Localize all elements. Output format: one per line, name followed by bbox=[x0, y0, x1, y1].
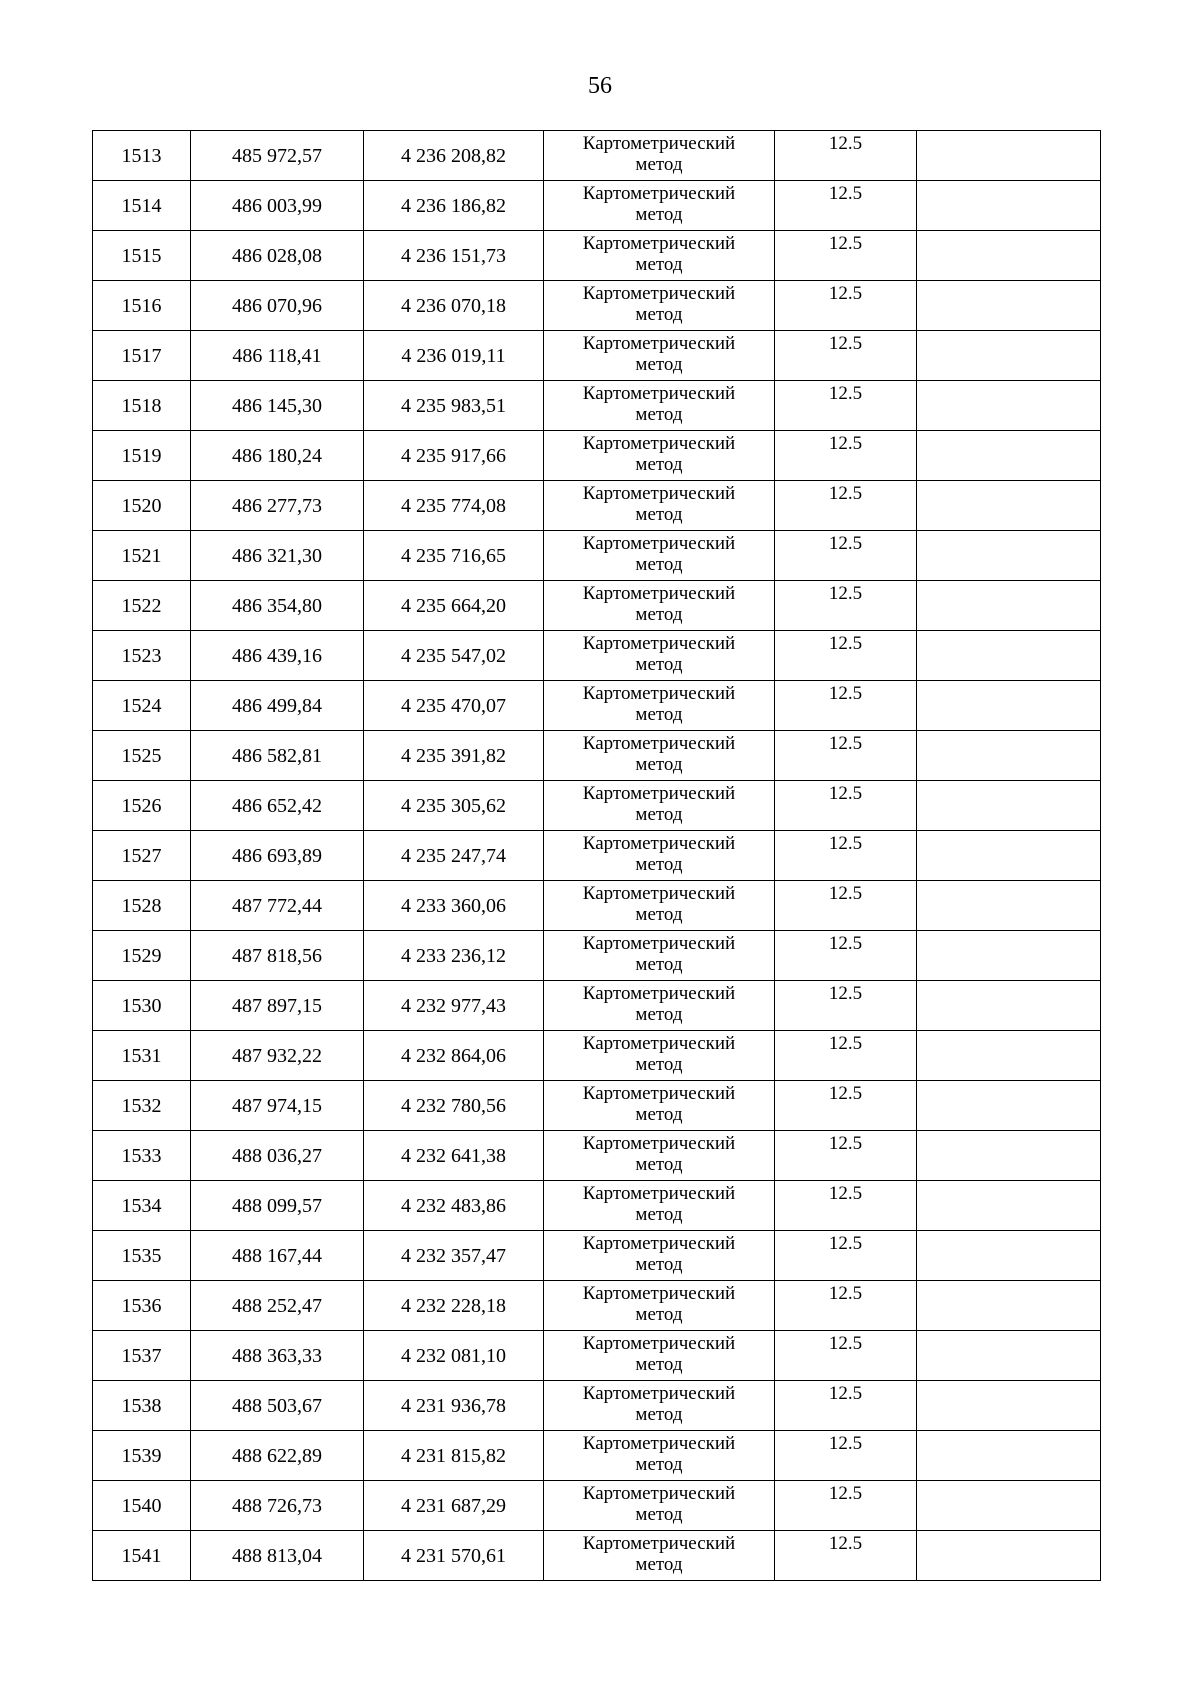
x-coordinate-cell: 486 439,16 bbox=[191, 631, 364, 681]
y-coordinate-cell: 4 232 081,10 bbox=[364, 1331, 544, 1381]
method-cell bbox=[544, 781, 775, 831]
method-cell bbox=[544, 1231, 775, 1281]
method-cell bbox=[544, 631, 775, 681]
y-coordinate-cell: 4 235 664,20 bbox=[364, 581, 544, 631]
x-coordinate-cell: 486 145,30 bbox=[191, 381, 364, 431]
method-line-1: Картометрический bbox=[582, 783, 736, 804]
accuracy-cell: 12.5 bbox=[775, 1381, 917, 1431]
accuracy-cell: 12.5 bbox=[775, 131, 917, 181]
table-row bbox=[93, 681, 1101, 731]
accuracy-cell: 12.5 bbox=[775, 1031, 917, 1081]
method-line-1: Картометрический bbox=[582, 433, 736, 454]
method-line-1: Картометрический bbox=[582, 1283, 736, 1304]
method-line-1: Картометрический bbox=[582, 1233, 736, 1254]
accuracy-cell: 12.5 bbox=[775, 1431, 917, 1481]
method-line-1: Картометрический bbox=[582, 1033, 736, 1054]
note-cell bbox=[917, 1381, 1101, 1431]
method-line-2: метод bbox=[635, 1104, 683, 1125]
table-row bbox=[93, 931, 1101, 981]
y-coordinate-cell: 4 232 780,56 bbox=[364, 1081, 544, 1131]
point-number-cell: 1519 bbox=[93, 431, 191, 481]
method-cell bbox=[544, 1281, 775, 1331]
x-coordinate-cell: 486 028,08 bbox=[191, 231, 364, 281]
y-coordinate-cell: 4 232 864,06 bbox=[364, 1031, 544, 1081]
point-number-cell: 1536 bbox=[93, 1281, 191, 1331]
note-cell bbox=[917, 631, 1101, 681]
point-number-cell: 1533 bbox=[93, 1131, 191, 1181]
y-coordinate-cell: 4 236 151,73 bbox=[364, 231, 544, 281]
method-line-1: Картометрический bbox=[582, 933, 736, 954]
method-cell bbox=[544, 531, 775, 581]
method-cell bbox=[544, 1381, 775, 1431]
method-line-2: метод bbox=[635, 1204, 683, 1225]
note-cell bbox=[917, 181, 1101, 231]
table-row bbox=[93, 1331, 1101, 1381]
accuracy-cell: 12.5 bbox=[775, 831, 917, 881]
table-row bbox=[93, 581, 1101, 631]
accuracy-cell: 12.5 bbox=[775, 431, 917, 481]
coordinates-table-body bbox=[93, 131, 1101, 1581]
note-cell bbox=[917, 481, 1101, 531]
coordinates-table bbox=[92, 130, 1101, 1581]
point-number-cell: 1541 bbox=[93, 1531, 191, 1581]
x-coordinate-cell: 488 503,67 bbox=[191, 1381, 364, 1431]
method-cell bbox=[544, 1031, 775, 1081]
y-coordinate-cell: 4 235 305,62 bbox=[364, 781, 544, 831]
method-cell bbox=[544, 1481, 775, 1531]
x-coordinate-cell: 485 972,57 bbox=[191, 131, 364, 181]
method-line-1: Картометрический bbox=[582, 1533, 736, 1554]
y-coordinate-cell: 4 231 687,29 bbox=[364, 1481, 544, 1531]
note-cell bbox=[917, 881, 1101, 931]
x-coordinate-cell: 487 932,22 bbox=[191, 1031, 364, 1081]
method-cell bbox=[544, 281, 775, 331]
note-cell bbox=[917, 531, 1101, 581]
x-coordinate-cell: 486 118,41 bbox=[191, 331, 364, 381]
method-line-2: метод bbox=[635, 1304, 683, 1325]
table-row bbox=[93, 1481, 1101, 1531]
point-number-cell: 1539 bbox=[93, 1431, 191, 1481]
note-cell bbox=[917, 1081, 1101, 1131]
table-row bbox=[93, 331, 1101, 381]
method-line-1: Картометрический bbox=[582, 883, 736, 904]
note-cell bbox=[917, 681, 1101, 731]
accuracy-cell: 12.5 bbox=[775, 981, 917, 1031]
y-coordinate-cell: 4 232 357,47 bbox=[364, 1231, 544, 1281]
note-cell bbox=[917, 1481, 1101, 1531]
point-number-cell: 1534 bbox=[93, 1181, 191, 1231]
accuracy-cell: 12.5 bbox=[775, 781, 917, 831]
point-number-cell: 1520 bbox=[93, 481, 191, 531]
method-line-1: Картометрический bbox=[582, 983, 736, 1004]
method-line-1: Картометрический bbox=[582, 733, 736, 754]
method-cell bbox=[544, 1131, 775, 1181]
y-coordinate-cell: 4 236 186,82 bbox=[364, 181, 544, 231]
table-row bbox=[93, 231, 1101, 281]
method-line-2: метод bbox=[635, 504, 683, 525]
method-line-1: Картометрический bbox=[582, 1383, 736, 1404]
note-cell bbox=[917, 1181, 1101, 1231]
table-row bbox=[93, 181, 1101, 231]
table-row bbox=[93, 381, 1101, 431]
method-cell bbox=[544, 1431, 775, 1481]
method-line-1: Картометрический bbox=[582, 133, 736, 154]
method-cell bbox=[544, 381, 775, 431]
note-cell bbox=[917, 1331, 1101, 1381]
method-line-1: Картометрический bbox=[582, 183, 736, 204]
method-cell bbox=[544, 1331, 775, 1381]
note-cell bbox=[917, 981, 1101, 1031]
table-row bbox=[93, 781, 1101, 831]
method-cell bbox=[544, 1531, 775, 1581]
x-coordinate-cell: 486 582,81 bbox=[191, 731, 364, 781]
method-line-2: метод bbox=[635, 254, 683, 275]
y-coordinate-cell: 4 231 815,82 bbox=[364, 1431, 544, 1481]
point-number-cell: 1514 bbox=[93, 181, 191, 231]
y-coordinate-cell: 4 236 208,82 bbox=[364, 131, 544, 181]
table-row bbox=[93, 1231, 1101, 1281]
y-coordinate-cell: 4 233 360,06 bbox=[364, 881, 544, 931]
method-line-1: Картометрический bbox=[582, 383, 736, 404]
accuracy-cell: 12.5 bbox=[775, 181, 917, 231]
x-coordinate-cell: 487 974,15 bbox=[191, 1081, 364, 1131]
note-cell bbox=[917, 131, 1101, 181]
method-line-1: Картометрический bbox=[582, 833, 736, 854]
accuracy-cell: 12.5 bbox=[775, 631, 917, 681]
table-row bbox=[93, 1531, 1101, 1581]
note-cell bbox=[917, 231, 1101, 281]
method-line-2: метод bbox=[635, 604, 683, 625]
note-cell bbox=[917, 931, 1101, 981]
accuracy-cell: 12.5 bbox=[775, 531, 917, 581]
accuracy-cell: 12.5 bbox=[775, 581, 917, 631]
x-coordinate-cell: 486 180,24 bbox=[191, 431, 364, 481]
x-coordinate-cell: 488 036,27 bbox=[191, 1131, 364, 1181]
point-number-cell: 1516 bbox=[93, 281, 191, 331]
note-cell bbox=[917, 1431, 1101, 1481]
method-line-2: метод bbox=[635, 454, 683, 475]
table-row bbox=[93, 1031, 1101, 1081]
x-coordinate-cell: 488 099,57 bbox=[191, 1181, 364, 1231]
table-row bbox=[93, 831, 1101, 881]
table-row bbox=[93, 1431, 1101, 1481]
method-line-2: метод bbox=[635, 404, 683, 425]
point-number-cell: 1531 bbox=[93, 1031, 191, 1081]
method-line-1: Картометрический bbox=[582, 1183, 736, 1204]
y-coordinate-cell: 4 232 228,18 bbox=[364, 1281, 544, 1331]
method-line-2: метод bbox=[635, 1504, 683, 1525]
y-coordinate-cell: 4 233 236,12 bbox=[364, 931, 544, 981]
y-coordinate-cell: 4 232 483,86 bbox=[364, 1181, 544, 1231]
method-line-2: метод bbox=[635, 1004, 683, 1025]
method-line-2: метод bbox=[635, 204, 683, 225]
note-cell bbox=[917, 1281, 1101, 1331]
method-line-1: Картометрический bbox=[582, 1133, 736, 1154]
accuracy-cell: 12.5 bbox=[775, 1181, 917, 1231]
method-cell bbox=[544, 181, 775, 231]
accuracy-cell: 12.5 bbox=[775, 1231, 917, 1281]
method-line-2: метод bbox=[635, 1354, 683, 1375]
x-coordinate-cell: 488 252,47 bbox=[191, 1281, 364, 1331]
method-line-2: метод bbox=[635, 304, 683, 325]
y-coordinate-cell: 4 235 470,07 bbox=[364, 681, 544, 731]
method-line-1: Картометрический bbox=[582, 1083, 736, 1104]
method-cell bbox=[544, 1181, 775, 1231]
method-cell bbox=[544, 231, 775, 281]
y-coordinate-cell: 4 235 716,65 bbox=[364, 531, 544, 581]
point-number-cell: 1537 bbox=[93, 1331, 191, 1381]
method-line-2: метод bbox=[635, 854, 683, 875]
table-row bbox=[93, 1281, 1101, 1331]
table-row bbox=[93, 431, 1101, 481]
method-line-1: Картометрический bbox=[582, 483, 736, 504]
accuracy-cell: 12.5 bbox=[775, 1081, 917, 1131]
point-number-cell: 1522 bbox=[93, 581, 191, 631]
point-number-cell: 1523 bbox=[93, 631, 191, 681]
accuracy-cell: 12.5 bbox=[775, 381, 917, 431]
x-coordinate-cell: 488 167,44 bbox=[191, 1231, 364, 1281]
point-number-cell: 1538 bbox=[93, 1381, 191, 1431]
method-line-1: Картометрический bbox=[582, 633, 736, 654]
y-coordinate-cell: 4 235 917,66 bbox=[364, 431, 544, 481]
table-row bbox=[93, 731, 1101, 781]
method-line-2: метод bbox=[635, 1454, 683, 1475]
y-coordinate-cell: 4 235 547,02 bbox=[364, 631, 544, 681]
method-line-2: метод bbox=[635, 354, 683, 375]
x-coordinate-cell: 486 652,42 bbox=[191, 781, 364, 831]
note-cell bbox=[917, 1231, 1101, 1281]
method-cell bbox=[544, 881, 775, 931]
point-number-cell: 1518 bbox=[93, 381, 191, 431]
point-number-cell: 1525 bbox=[93, 731, 191, 781]
method-cell bbox=[544, 731, 775, 781]
method-line-2: метод bbox=[635, 554, 683, 575]
page-number: 56 bbox=[588, 73, 612, 99]
method-cell bbox=[544, 481, 775, 531]
y-coordinate-cell: 4 232 641,38 bbox=[364, 1131, 544, 1181]
table-row bbox=[93, 631, 1101, 681]
accuracy-cell: 12.5 bbox=[775, 1481, 917, 1531]
table-row bbox=[93, 281, 1101, 331]
y-coordinate-cell: 4 235 774,08 bbox=[364, 481, 544, 531]
accuracy-cell: 12.5 bbox=[775, 481, 917, 531]
table-row bbox=[93, 1181, 1101, 1231]
method-cell bbox=[544, 331, 775, 381]
x-coordinate-cell: 487 772,44 bbox=[191, 881, 364, 931]
method-line-2: метод bbox=[635, 1254, 683, 1275]
note-cell bbox=[917, 831, 1101, 881]
method-line-2: метод bbox=[635, 1154, 683, 1175]
accuracy-cell: 12.5 bbox=[775, 1331, 917, 1381]
method-cell bbox=[544, 431, 775, 481]
accuracy-cell: 12.5 bbox=[775, 1131, 917, 1181]
x-coordinate-cell: 488 726,73 bbox=[191, 1481, 364, 1531]
method-line-1: Картометрический bbox=[582, 683, 736, 704]
accuracy-cell: 12.5 bbox=[775, 1531, 917, 1581]
note-cell bbox=[917, 431, 1101, 481]
method-line-1: Картометрический bbox=[582, 283, 736, 304]
x-coordinate-cell: 486 070,96 bbox=[191, 281, 364, 331]
method-line-1: Картометрический bbox=[582, 533, 736, 554]
method-cell bbox=[544, 131, 775, 181]
note-cell bbox=[917, 1031, 1101, 1081]
table-row bbox=[93, 131, 1101, 181]
accuracy-cell: 12.5 bbox=[775, 231, 917, 281]
note-cell bbox=[917, 581, 1101, 631]
point-number-cell: 1530 bbox=[93, 981, 191, 1031]
table-row bbox=[93, 531, 1101, 581]
note-cell bbox=[917, 281, 1101, 331]
y-coordinate-cell: 4 235 983,51 bbox=[364, 381, 544, 431]
method-cell bbox=[544, 831, 775, 881]
method-line-1: Картометрический bbox=[582, 1483, 736, 1504]
x-coordinate-cell: 486 354,80 bbox=[191, 581, 364, 631]
method-line-2: метод bbox=[635, 1054, 683, 1075]
y-coordinate-cell: 4 231 570,61 bbox=[364, 1531, 544, 1581]
point-number-cell: 1528 bbox=[93, 881, 191, 931]
accuracy-cell: 12.5 bbox=[775, 881, 917, 931]
y-coordinate-cell: 4 235 391,82 bbox=[364, 731, 544, 781]
method-line-2: метод bbox=[635, 1554, 683, 1575]
point-number-cell: 1521 bbox=[93, 531, 191, 581]
table-row bbox=[93, 481, 1101, 531]
table-row bbox=[93, 1131, 1101, 1181]
x-coordinate-cell: 486 277,73 bbox=[191, 481, 364, 531]
y-coordinate-cell: 4 232 977,43 bbox=[364, 981, 544, 1031]
point-number-cell: 1532 bbox=[93, 1081, 191, 1131]
y-coordinate-cell: 4 235 247,74 bbox=[364, 831, 544, 881]
method-line-2: метод bbox=[635, 754, 683, 775]
accuracy-cell: 12.5 bbox=[775, 281, 917, 331]
accuracy-cell: 12.5 bbox=[775, 931, 917, 981]
method-line-2: метод bbox=[635, 654, 683, 675]
method-line-1: Картометрический bbox=[582, 333, 736, 354]
x-coordinate-cell: 488 813,04 bbox=[191, 1531, 364, 1581]
point-number-cell: 1526 bbox=[93, 781, 191, 831]
point-number-cell: 1540 bbox=[93, 1481, 191, 1531]
x-coordinate-cell: 486 693,89 bbox=[191, 831, 364, 881]
x-coordinate-cell: 487 897,15 bbox=[191, 981, 364, 1031]
method-cell bbox=[544, 1081, 775, 1131]
method-cell bbox=[544, 931, 775, 981]
point-number-cell: 1517 bbox=[93, 331, 191, 381]
method-cell bbox=[544, 581, 775, 631]
point-number-cell: 1524 bbox=[93, 681, 191, 731]
table-row bbox=[93, 1081, 1101, 1131]
method-line-1: Картометрический bbox=[582, 233, 736, 254]
note-cell bbox=[917, 381, 1101, 431]
note-cell bbox=[917, 1131, 1101, 1181]
note-cell bbox=[917, 781, 1101, 831]
x-coordinate-cell: 486 321,30 bbox=[191, 531, 364, 581]
point-number-cell: 1535 bbox=[93, 1231, 191, 1281]
table-row bbox=[93, 1381, 1101, 1431]
method-line-1: Картометрический bbox=[582, 583, 736, 604]
table-row bbox=[93, 881, 1101, 931]
point-number-cell: 1527 bbox=[93, 831, 191, 881]
method-line-2: метод bbox=[635, 154, 683, 175]
method-line-2: метод bbox=[635, 1404, 683, 1425]
point-number-cell: 1529 bbox=[93, 931, 191, 981]
x-coordinate-cell: 486 499,84 bbox=[191, 681, 364, 731]
y-coordinate-cell: 4 231 936,78 bbox=[364, 1381, 544, 1431]
x-coordinate-cell: 488 363,33 bbox=[191, 1331, 364, 1381]
note-cell bbox=[917, 1531, 1101, 1581]
method-cell bbox=[544, 681, 775, 731]
y-coordinate-cell: 4 236 019,11 bbox=[364, 331, 544, 381]
accuracy-cell: 12.5 bbox=[775, 331, 917, 381]
method-line-1: Картометрический bbox=[582, 1333, 736, 1354]
method-line-2: метод bbox=[635, 804, 683, 825]
method-line-2: метод bbox=[635, 704, 683, 725]
x-coordinate-cell: 486 003,99 bbox=[191, 181, 364, 231]
method-cell bbox=[544, 981, 775, 1031]
table-row bbox=[93, 981, 1101, 1031]
point-number-cell: 1513 bbox=[93, 131, 191, 181]
method-line-2: метод bbox=[635, 954, 683, 975]
note-cell bbox=[917, 731, 1101, 781]
accuracy-cell: 12.5 bbox=[775, 731, 917, 781]
accuracy-cell: 12.5 bbox=[775, 681, 917, 731]
point-number-cell: 1515 bbox=[93, 231, 191, 281]
x-coordinate-cell: 487 818,56 bbox=[191, 931, 364, 981]
y-coordinate-cell: 4 236 070,18 bbox=[364, 281, 544, 331]
method-line-2: метод bbox=[635, 904, 683, 925]
method-line-1: Картометрический bbox=[582, 1433, 736, 1454]
x-coordinate-cell: 488 622,89 bbox=[191, 1431, 364, 1481]
note-cell bbox=[917, 331, 1101, 381]
accuracy-cell: 12.5 bbox=[775, 1281, 917, 1331]
